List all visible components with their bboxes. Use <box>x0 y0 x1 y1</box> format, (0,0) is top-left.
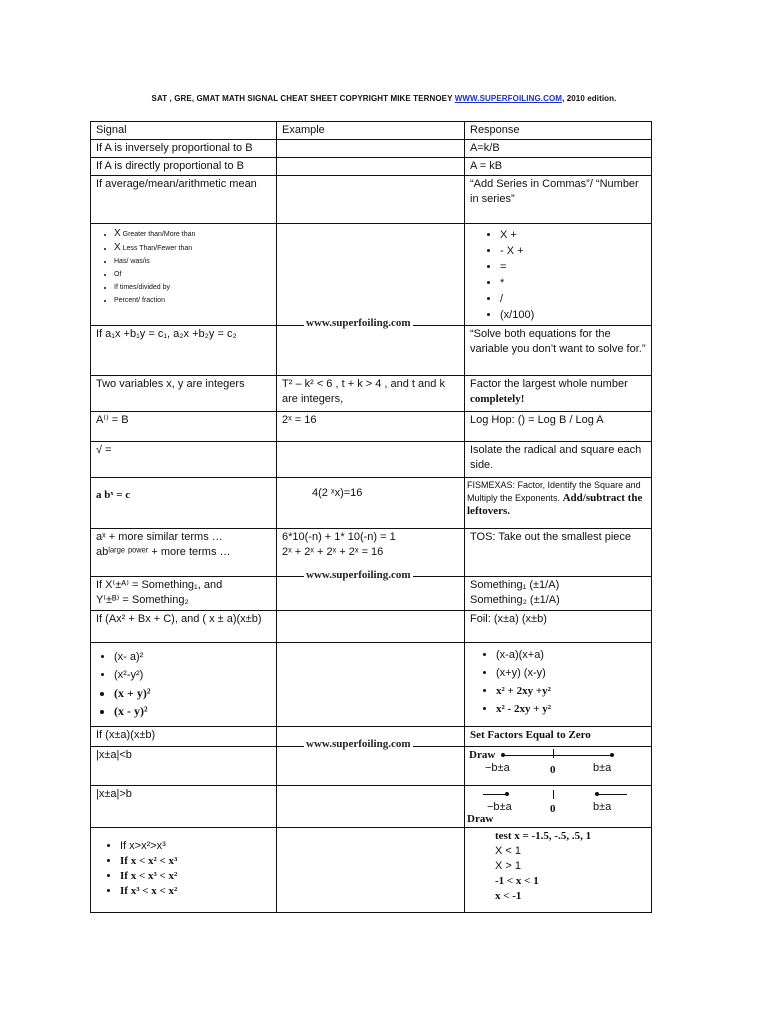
table-row: If a₁x +b₁y = c₁, a₂x +b₂y = c₂ “Solve both equations for the variable you don’t want to solve for.” <box>91 325 652 375</box>
table-row: • If x>x²>x³ • If x < x² < x³ • If x < x³ < x² • If x³ < x < x² test x = -1.5, -.5, .5, 1 X < 1 X > 1 -1 < x < 1 x < -1 <box>91 827 652 912</box>
table-row: If X⁽±ᴬ⁾ = Something₁, and Y⁽±ᴮ⁾ = Something₂ Something₁ (±1/A) Something₂ (±1/A) <box>91 576 652 610</box>
table-row: a bˣ = c 4(2 ˣx)=16 FISMEXAS: Factor, Identify the Square and Multiply the Exponents. Add/subtract the leftovers. <box>91 477 652 528</box>
header-signal: Signal <box>91 122 277 140</box>
bullet-list: • (x-a)(x+a) • (x+y) (x-y) • x² + 2xy +y² • x² - 2xy + y² <box>470 646 646 718</box>
table-row: √ = Isolate the radical and square each side. <box>91 441 652 477</box>
number-line-inside: Draw −b±a 0 b±a <box>465 747 651 785</box>
header-example: Example <box>277 122 465 140</box>
watermark: www.superfoiling.com <box>306 317 411 329</box>
header-response: Response <box>465 122 652 140</box>
table-row <box>91 223 652 325</box>
watermark: www.superfoiling.com <box>306 738 411 750</box>
table-row: A⁽⁾ = B 2ˣ = 16 Log Hop: () = Log B / Log A <box>91 411 652 441</box>
bullet-list: • If x>x²>x³ • If x < x² < x³ • If x < x³ < x² • If x³ < x < x² <box>96 831 271 899</box>
table-row: aˣ + more similar terms … abˡᵃʳᵍᵉ ᵖᵒʷᵉʳ + more terms … 6*10(-n) + 1* 10(-n) = 1 2ˣ + 2ˣ + 2ˣ + 2ˣ = 16 TOS: Take out the smallest piece <box>91 528 652 576</box>
page-title: SAT , GRE, GMAT MATH SIGNAL CHEAT SHEET COPYRIGHT MIKE TERNOEY WWW.SUPERFOILING.COM, 2010 edition. <box>151 94 617 103</box>
watermark: www.superfoiling.com <box>306 569 411 581</box>
bullet-list: • (x- a)² • (x²-y²) • (x + y)² • (x - y)² <box>96 646 271 720</box>
bullet-list: • X + • - X + • = • * • / • (x/100) <box>470 227 646 323</box>
table-row: If average/mean/arithmetic mean “Add Series in Commas”/ “Number in series” <box>91 175 652 223</box>
site-link[interactable]: WWW.SUPERFOILING.COM <box>454 94 563 103</box>
table-header-row <box>91 122 652 140</box>
cheat-sheet-table <box>90 121 652 913</box>
table-row <box>91 642 652 726</box>
bullet-list: • X Greater than/More than • X Less Than/Fewer than • Has/ was/is • Of • If times/divided by • Percent/ fraction <box>96 227 271 307</box>
table-row: |x±a|>b −b±a 0 b±a Draw <box>91 785 652 827</box>
table-row: Two variables x, y are integers T² – k² < 6 , t + k > 4 , and t and k are integers, Factor the largest whole number completely! <box>91 375 652 411</box>
table-row: If A is directly proportional to B A = kB <box>91 157 652 175</box>
table-row: If A is inversely proportional to B A=k/B <box>91 140 652 158</box>
table-row: |x±a|<b Draw −b±a 0 b±a <box>91 746 652 785</box>
number-line-outside: −b±a 0 b±a Draw <box>465 786 651 824</box>
table-row: If (Ax² + Bx + C), and ( x ± a)(x±b) Foil: (x±a) (x±b) <box>91 610 652 642</box>
table-row: If (x±a)(x±b) Set Factors Equal to Zero <box>91 726 652 746</box>
